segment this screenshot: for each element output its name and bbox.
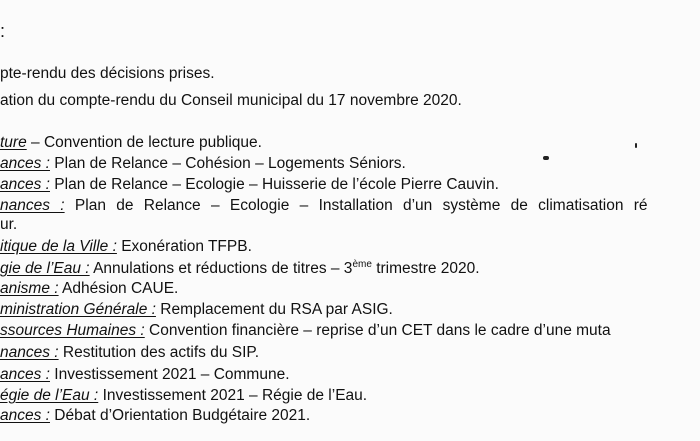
agenda-item — [0, 407, 310, 425]
agenda-item-label: itique de la Ville : — [0, 238, 117, 255]
agenda-item-text: Annulations et réductions de titres – 3 — [93, 260, 353, 277]
agenda-item — [0, 387, 367, 405]
agenda-item-label: nances : — [0, 344, 59, 361]
agenda-item-label: ances : — [0, 366, 50, 383]
intro-line-1 — [0, 65, 215, 83]
agenda-item-text: Exonération TFPB. — [121, 238, 252, 255]
heading-fragment — [0, 22, 5, 40]
agenda-item-label: ances : — [0, 407, 50, 424]
agenda-item-label: ture — [0, 134, 27, 151]
agenda-item — [0, 155, 406, 173]
superscript: ème — [352, 258, 372, 270]
agenda-item — [0, 322, 611, 340]
agenda-item-text: Débat d’Orientation Budgétaire 2021. — [54, 407, 311, 424]
agenda-item-text: Plan de Relance – Ecologie – Huisserie de l’école Pierre Cauvin. — [54, 176, 499, 193]
scan-speck — [635, 143, 637, 148]
agenda-item-text: Investissement 2021 – Commune. — [54, 366, 290, 383]
agenda-item-continuation — [0, 216, 17, 234]
agenda-item-text: Investissement 2021 – Régie de l’Eau. — [102, 387, 368, 404]
agenda-item — [0, 176, 499, 194]
agenda-item-text: Plan de Relance – Cohésion – Logements Séniors. — [54, 155, 406, 172]
scan-speck — [543, 156, 549, 160]
agenda-item-separator: – — [26, 134, 44, 151]
agenda-item — [0, 344, 259, 362]
agenda-item-separator — [65, 197, 75, 214]
agenda-item-label: ministration Générale : — [0, 301, 156, 318]
agenda-item — [0, 366, 290, 384]
agenda-item-text: Convention de lecture publique. — [43, 134, 262, 151]
agenda-item-label: anisme : — [0, 280, 59, 297]
agenda-item-label: ances : — [0, 176, 50, 193]
agenda-item-text-suffix: trimestre 2020. — [371, 260, 480, 277]
agenda-item-text: Plan de Relance – Ecologie – Installation d’un système de climatisation ré — [74, 197, 648, 214]
agenda-item-label: égie de l’Eau : — [0, 387, 99, 404]
agenda-item-text: ur. — [0, 216, 18, 233]
heading-text: : — [0, 21, 6, 41]
agenda-item-label: ssources Humaines : — [0, 322, 145, 339]
intro-line-2 — [0, 92, 462, 110]
agenda-item-text: Adhésion CAUE. — [62, 280, 179, 297]
agenda-item — [0, 238, 252, 256]
agenda-item-label: gie de l’Eau : — [0, 260, 90, 277]
agenda-item-text: Restitution des actifs du SIP. — [62, 344, 260, 361]
agenda-item-text: Remplacement du RSA par ASIG. — [160, 301, 393, 318]
agenda-item — [0, 301, 393, 319]
agenda-item-text: Convention financière – reprise d’un CET dans le cadre d’une muta — [149, 322, 611, 339]
intro-text: ation du compte-rendu du Conseil municipal du 17 novembre 2020. — [0, 92, 462, 109]
agenda-item — [0, 134, 262, 152]
intro-text: pte-rendu des décisions prises. — [0, 65, 215, 82]
agenda-item — [0, 260, 480, 278]
agenda-item-label: nances : — [0, 197, 65, 214]
agenda-item-label: ances : — [0, 155, 50, 172]
agenda-item — [0, 280, 178, 298]
agenda-item — [0, 197, 648, 215]
